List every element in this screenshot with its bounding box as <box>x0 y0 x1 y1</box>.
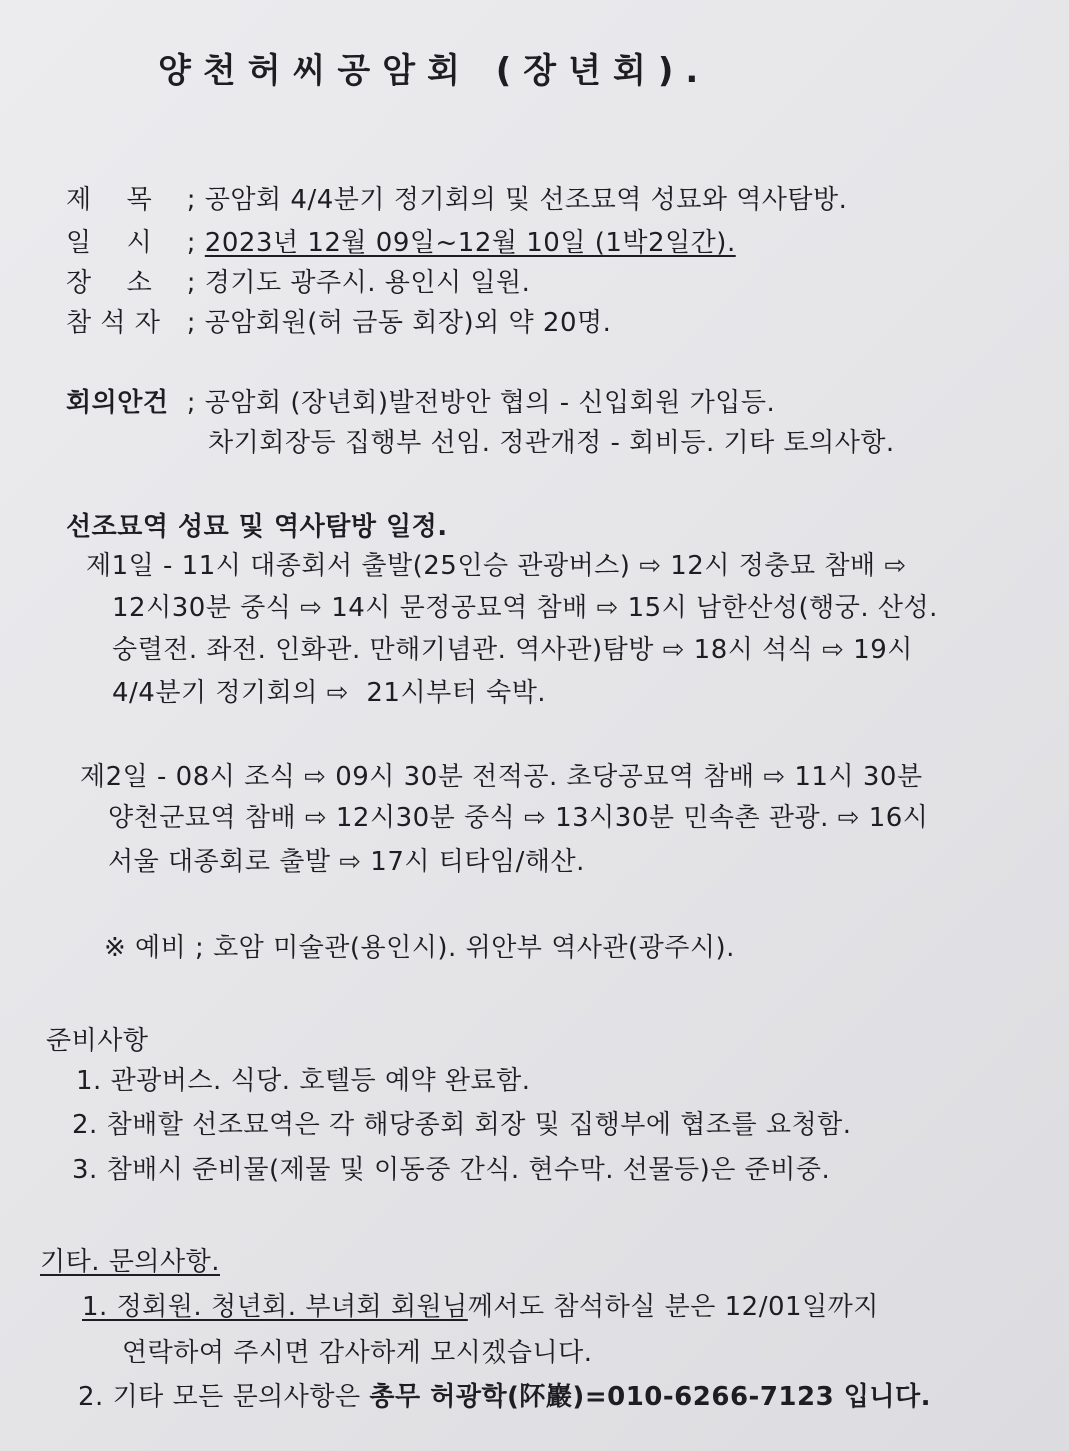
agenda-line-1: ; 공암회 (장년회)발전방안 협의 - 신입회원 가입등. <box>178 388 776 418</box>
attendees-label: 참 석 자 <box>66 308 161 338</box>
contact-info: 총무 허광학(阫巖)=010-6266-7123 입니다. <box>369 1382 931 1412</box>
day2-line-2: 양천군묘역 참배 ⇨ 12시30분 중식 ⇨ 13시30분 민속촌 관광. ⇨ 16시 <box>108 803 929 833</box>
place-value: ; 경기도 광주시. 용인시 일원. <box>178 268 531 298</box>
other-item-1-members: 1. 정회원. 청년회. 부녀회 회원님 <box>82 1292 468 1322</box>
day1-line-3: 숭렬전. 좌전. 인화관. 만해기념관. 역사관)탐방 ⇨ 18시 석식 ⇨ 19시 <box>112 635 913 665</box>
prep-item-2: 2. 참배할 선조묘역은 각 해당종회 회장 및 집행부에 협조를 요청함. <box>72 1110 852 1140</box>
day1-line-4: 4/4분기 정기회의 ⇨ 21시부터 숙박. <box>112 678 547 708</box>
other-item-1 <box>82 1290 879 1324</box>
place-row <box>66 266 530 300</box>
day1-line-1: 제1일 - 11시 대종회서 출발(25인승 관광버스) ⇨ 12시 정충묘 참배 ⇨ <box>86 551 907 581</box>
prep-item-3: 3. 참배시 준비물(제물 및 이동중 간식. 현수막. 선물등)은 준비중. <box>72 1155 831 1185</box>
other-item-1-rest: 께서도 참석하실 분은 12/01일까지 <box>467 1292 879 1322</box>
subject-value: ; 공암회 4/4분기 정기회의 및 선조묘역 성묘와 역사탐방. <box>178 185 848 215</box>
attendees-value: ; 공암회원(허 금동 회장)외 약 20명. <box>178 308 612 338</box>
agenda-label: 회의안건 <box>66 388 169 418</box>
schedule-heading: 선조묘역 성묘 및 역사탐방 일정. <box>66 512 448 542</box>
other-item-2-prefix: 2. 기타 모든 문의사항은 <box>78 1382 370 1412</box>
other-heading: 기타. 문의사항. <box>40 1247 220 1277</box>
day2-line-1: 제2일 - 08시 조식 ⇨ 09시 30분 전적공. 초당공묘역 참배 ⇨ 11시 30분 <box>80 762 923 792</box>
document-title: 양천허씨공암회 (장년회). <box>158 51 711 91</box>
day2-line-3: 서울 대종회로 출발 ⇨ 17시 티타임/해산. <box>108 847 585 877</box>
prep-heading: 준비사항 <box>46 1026 149 1056</box>
subject-label: 제 목 <box>66 185 153 215</box>
date-value: 2023년 12월 09일~12월 10일 (1박2일간). <box>204 228 736 258</box>
reserve-note: ※ 예비 ; 호암 미술관(용인시). 위안부 역사관(광주시). <box>104 933 735 963</box>
attendees-row <box>66 306 611 340</box>
date-separator: ; <box>178 228 205 258</box>
other-item-2 <box>78 1380 931 1414</box>
other-item-1-line-2: 연락하여 주시면 감사하게 모시겠습니다. <box>122 1338 593 1368</box>
place-label: 장 소 <box>66 268 153 298</box>
date-label: 일 시 <box>66 228 153 258</box>
date-row <box>66 226 736 260</box>
agenda-line-2: 차기회장등 집행부 선임. 정관개정 - 회비등. 기타 토의사항. <box>208 428 895 458</box>
prep-item-1: 1. 관광버스. 식당. 호텔등 예약 완료함. <box>76 1066 531 1096</box>
day1-line-2: 12시30분 중식 ⇨ 14시 문정공묘역 참배 ⇨ 15시 남한산성(행궁. 산성. <box>112 593 938 623</box>
agenda-row <box>66 386 775 420</box>
subject-row <box>66 183 847 217</box>
